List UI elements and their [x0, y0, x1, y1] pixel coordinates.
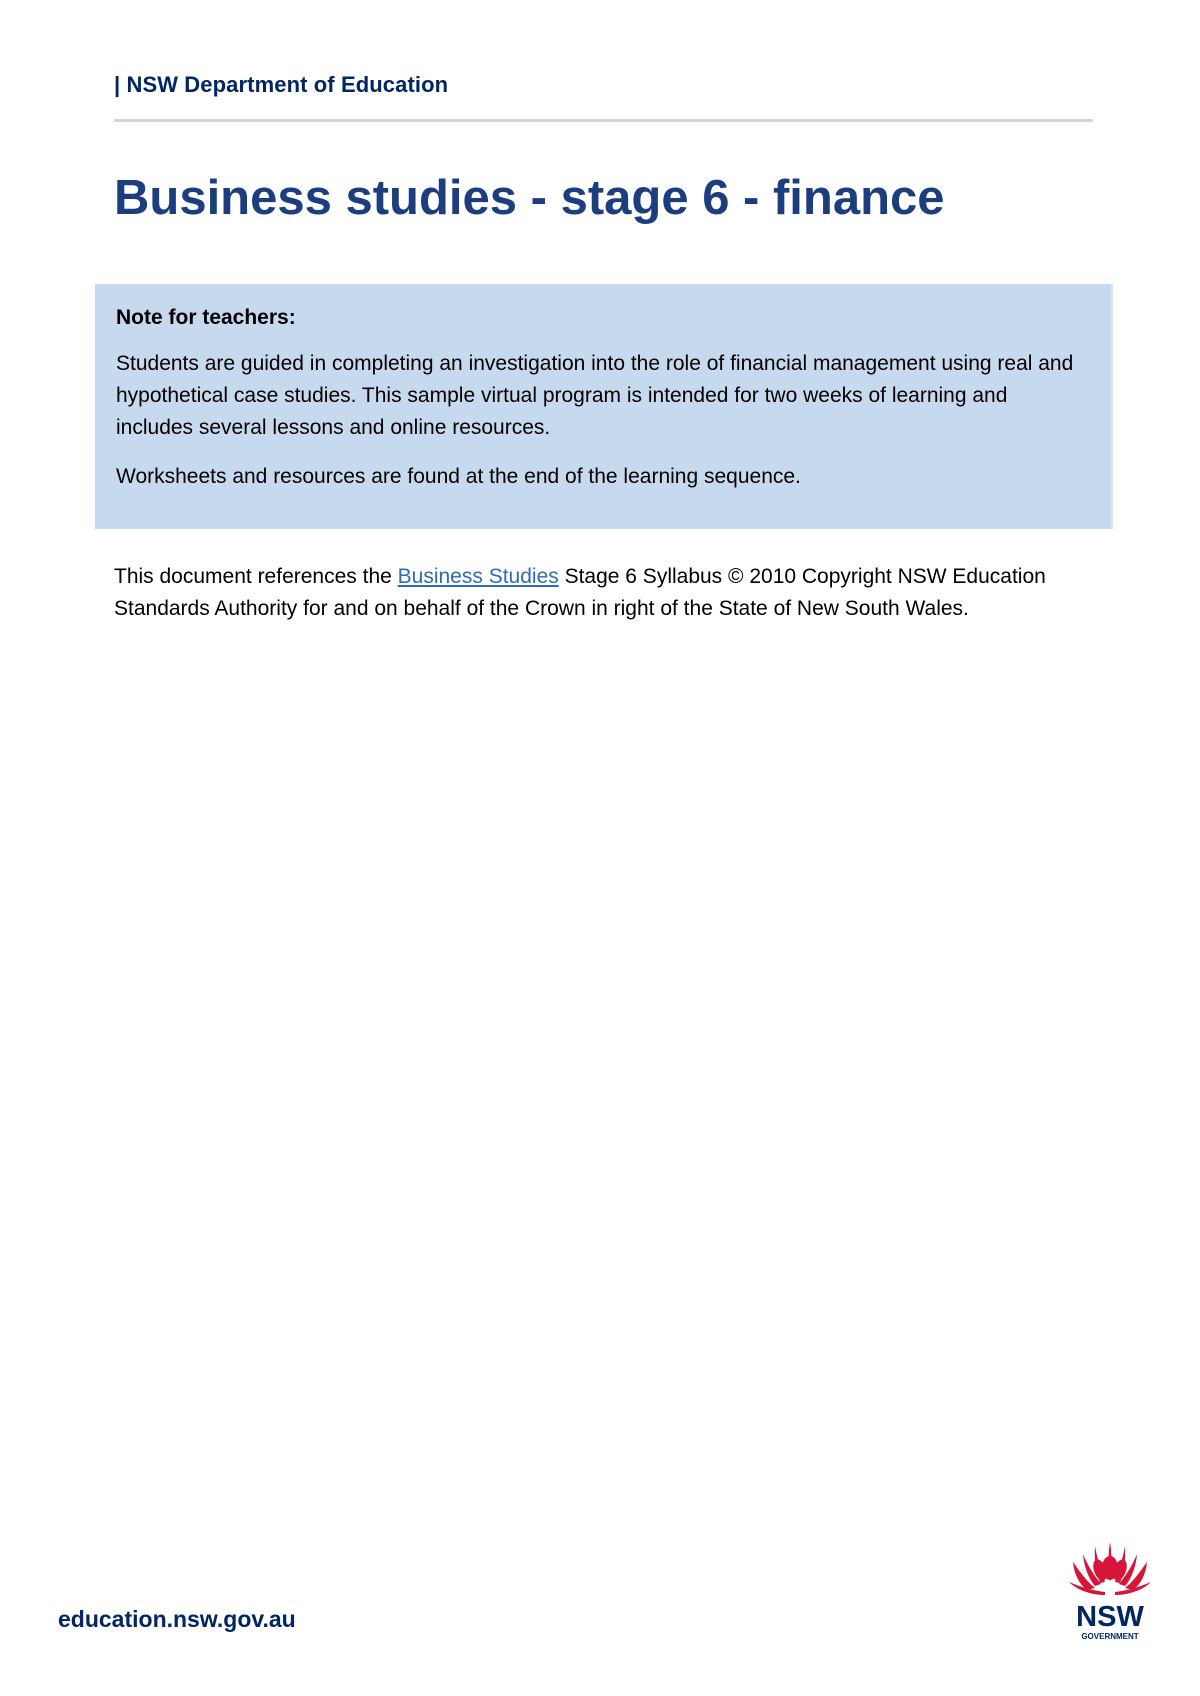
reference-text-end: Stage 6 Syllabus © 2010 Copyright NSW Education Standards Authority for and on behalf of the Crown in right of the State of New South Wales.	[114, 565, 1046, 620]
nsw-government-logo-icon	[1065, 1540, 1155, 1650]
reference-text-start: This document references the	[114, 565, 398, 588]
note-paragraph-1: Students are guided in completing an investigation into the role of financial management using real and hypothetical case studies. This sample virtual program is intended for two weeks of learning and includes several lessons and online resources.	[116, 352, 1074, 440]
note-heading: Note for teachers:	[116, 306, 296, 329]
header-organisation: | NSW Department of Education	[114, 72, 449, 97]
teacher-note-box	[95, 284, 1113, 529]
header-divider	[114, 119, 1093, 122]
government-logo-text: GOVERNMENT	[1081, 1632, 1139, 1641]
nsw-logo-text: NSW	[1076, 1601, 1144, 1633]
footer-website: education.nsw.gov.au	[58, 1606, 296, 1632]
page-title: Business studies - stage 6 - finance	[114, 171, 945, 225]
note-paragraph-2: Worksheets and resources are found at the end of the learning sequence.	[116, 465, 801, 489]
waratah-icon	[1069, 1542, 1151, 1595]
syllabus-reference	[114, 561, 1104, 625]
business-studies-syllabus-link[interactable]: Business Studies	[397, 565, 559, 588]
